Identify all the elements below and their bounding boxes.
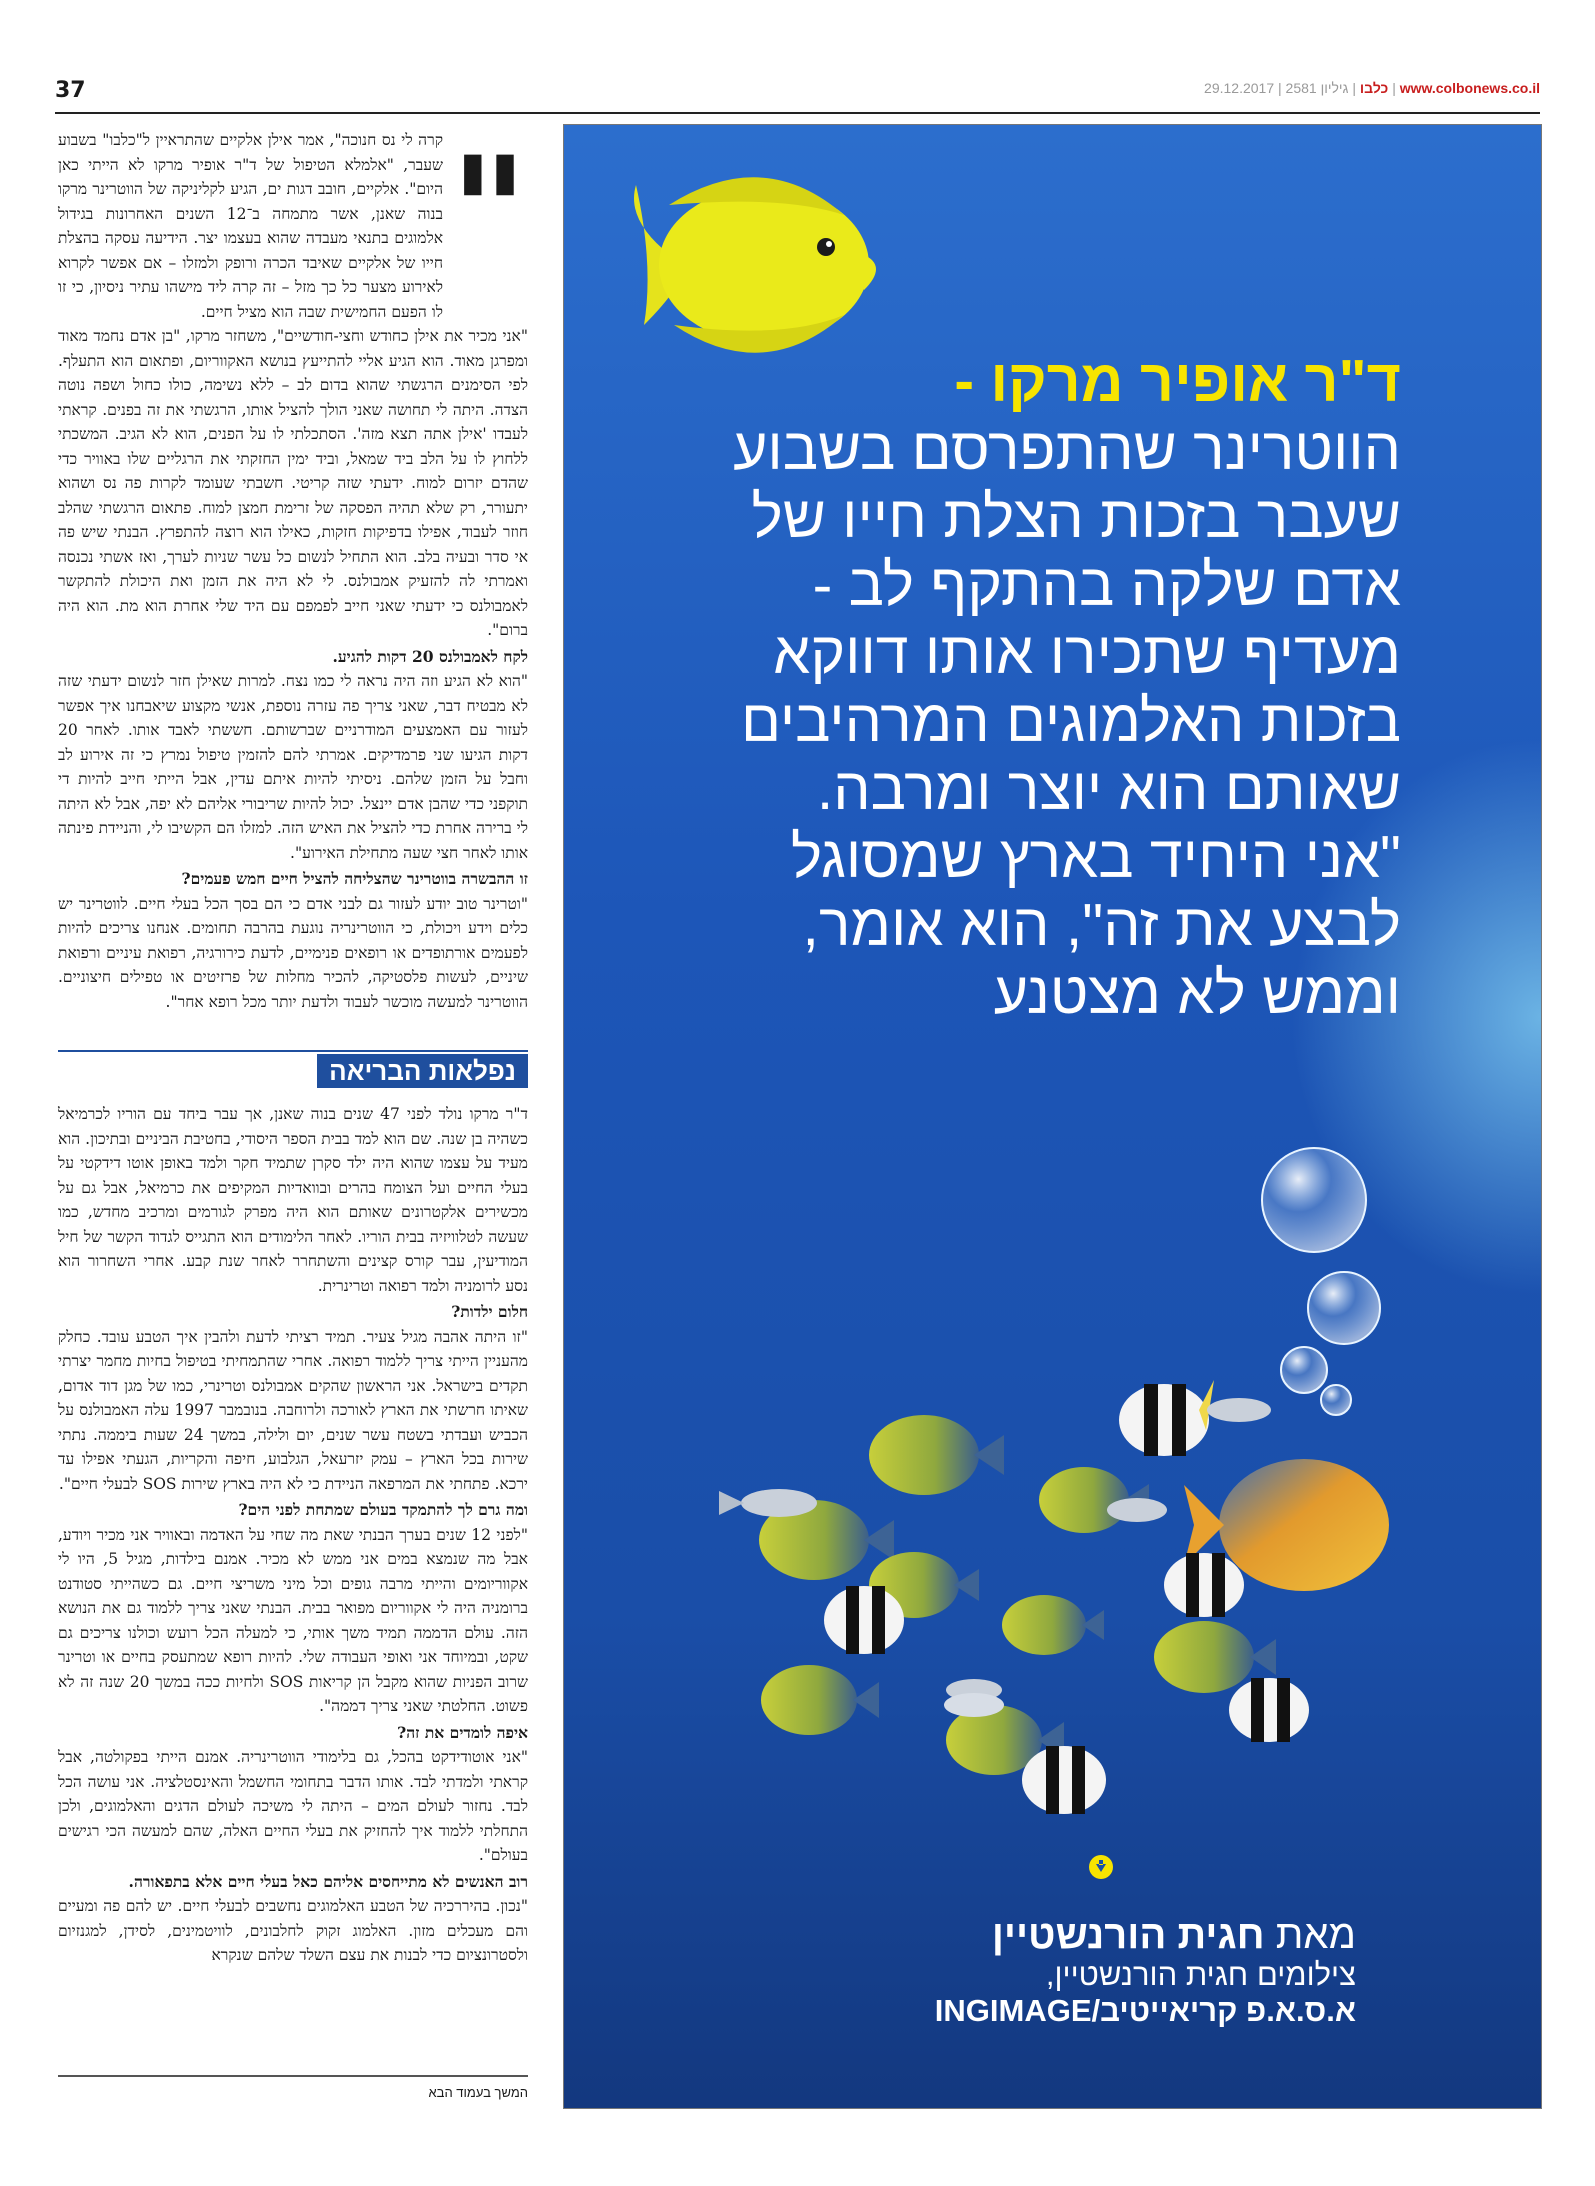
bubbles xyxy=(1262,1148,1380,1415)
interview-answer: "הוא לא הגיע וזה היה נראה לי כמו נצח. למרות שאילן חזר לנשום ידעתי שזה לא מבטיח דבר, שאני צריך פה עזרה נוספת, אנשי מקצוע שיאבחנו איך אפשר לעזור עם האמצעים המודרניים שברשותם. חששתי לאבד אותו. לאחר 20 דקות הגיעו שני פרמדיקים. אמרתי להם להזמין טיפול נמרץ כי זה אירוע לב וחבל על הזמן שלהם. ניסיתי להיות איתם עדין, אבל הייתי חייב להיות די תוקפני כדי שהבן אדם יינצל. יכול להיות שריבורי אליהם לא יפה, אבל לא היתה לי ברירה אחרת כדי להציל את האיש הזה. למזלו הם הקשיבו לי, והניידת פינתה אותו לאחר חצי שעה מתחילת האירוע". xyxy=(58,672,528,862)
byline xyxy=(935,1913,1356,2029)
yellow-tang-fish xyxy=(634,177,876,352)
byline-prefix: מאת xyxy=(1275,1913,1356,1957)
feature-panel xyxy=(563,124,1542,2109)
interview-answer: "וטרינר טוב יודע לעזור גם לבני אדם כי הם בסך הכל בעלי חיים. לווטרינר יש כלים וידע ויכולת, כי הווטרינריה נוגעת בהרבה תחומים. אנחנו צריכים להיות לפעמים אורתופדים או רופאים פנימיים, לדעת כירורגיה, רפואת עיניים ורפואת שיניים, לעשות פלסטיקה, להכיר מחלות של פרזיטים או טפילים חיצוניים. הווטרינר למעשה מוכשר לעבוד ולדעת יותר מכל רופא אחר". xyxy=(58,894,528,1011)
header-brand: כלבו xyxy=(1359,80,1389,96)
agency-credit: א.ס.א.פ קריאייטיב/INGIMAGE xyxy=(934,1993,1356,2028)
interview-question: זו ההבשרה בווטרינר שהצליחה להציל חיים חמש פעמים? xyxy=(181,869,528,888)
interview-question: רוב האנשים לא מתייחסים אליהם כאל בעלי חיים אלא בתפאורה. xyxy=(128,1871,528,1891)
feature-headline xyxy=(721,347,1401,1027)
header-website: www.colbonews.co.il xyxy=(1399,80,1540,96)
section-heading xyxy=(58,1050,528,1090)
header-date: 29.12.2017 xyxy=(1204,80,1275,96)
article-column xyxy=(58,128,528,2063)
interview-question: לקח לאמבולנס 20 דקות להגיע. xyxy=(332,646,528,666)
article-paragraph: "אני מכיר את אילן כחודש וחצי-חודשיים", משחזר מרקו, "בן אדם נחמד מאוד ומפרגן מאוד. הוא הגיע אליי להתייעץ בנושא האקווריום, ופתאום הוא התעלף. לפי הסימנים הרגשתי שהוא בדום לב – ללא נשימה, כולו כחול ושפה נוטה הצדה. היתה לי תחושה שאני הולך להציל אותו, הרגשתי את זה בפנים. קראתי לעבדו 'אילן אתה תצא מזה'. הסתכלתי לו על הפנים, הוא לא הגיב. המשכתי ללחוץ לו על הלב ביד שמאל, וביד ימין החזקתי את הרגליים שלו באוויר כדי שהדם יזרום למוח. ידעתי שזה קריטי. חשבתי שעומד לקרות פה נס ושהוא יתעורר, רק שלא תהיה הפסקה של זרימת חמצן למוח. פתאום הרגשתי שהלב חוזר לעבוד, אפילו בדפיקות חזקות, כאילו הוא רוצה להתפרץ. הבנתי שיש פה אי סדר ובעיה בלב. הוא התחיל לנשום כל עשר שניות לערך, ואז אשתי נכנסה ואמרתי לה להזעיק אמבולנס. לי לא היה את הזמן ואת היכולת להתקשר לאמבולנס כי ידעתי שאני חייב לפמפם עם היד שלי אחרת הוא מת. הוא היה ברום". xyxy=(58,327,528,639)
headline-highlight: ד"ר אופיר מרקו - xyxy=(954,348,1401,414)
article-paragraph: ד"ר מרקו נולד לפני 47 שנים בנוה שאנן, אך עבר ביחד עם הוריו לכרמיאל כשהיה בן שנה. שם הוא למד בבית הספר היסודי, בחטיבת הביניים ובתיכון. הוא מעיד על עצמו שהוא היה ילד סקרן שתמיד חקר ולמד באופן אוטו דידקטי על בעלי החיים ועל הצומח בהרים ובוואדיות המקיפים את כרמיאל, אבל גם על מכשירים אלקטרונים שאותם הוא היה מפרק לגורמים ומרכיב מחדש, כמו שעשה לטלוויזיה בבית הוריו. לאחר הלימודים הוא התגייס לגדוד הקשר של חיל המודיעין, עבר קורס קצינים והשתחרר לאחר שנת קבע. אחרי השחרור הוא נסע לרומניה ולמד רפואה וטרינרית. xyxy=(58,1105,529,1295)
fish-school xyxy=(719,1380,1389,1814)
interview-question: חלום ילדות? xyxy=(451,1302,528,1321)
interview-question: איפה לומדים את זה? xyxy=(397,1722,528,1742)
interview-answer: "נכון. בהיררכיה של הטבע האלמוגים נחשבים לבעלי חיים. יש להם פה ומעיים והם מעכלים מזון. האלמוג זקוק לחלבונים, לוויטמינים, לסידן, למגנזיום ולסטרונציום כדי לבנות את עצם השלד שלהם שנקרא xyxy=(58,1897,528,1964)
section-title: נפלאות הבריאה xyxy=(317,1054,528,1088)
headline-body: הווטרינר שהתפרסם בשבוע שעבר בזכות הצלת חייו של אדם שלקה בהתקף לב - מעדיף שתכירו אותו דווקא בזכות האלמוגים המרהיבים שאותם הוא יוצר ומרבה. "אני היחיד בארץ שמסוגל לבצע את זה", הוא אומר, וממש לא מצטנע xyxy=(733,416,1401,1026)
photo-credit: צילומים חגית הורנשטיין, xyxy=(1045,1957,1356,1992)
continued-note: המשך בעמוד הבא xyxy=(58,2075,528,2100)
byline-author: חגית הורנשטיין xyxy=(991,1913,1265,1957)
quote-mark: " xyxy=(449,126,528,300)
down-arrow-icon xyxy=(1089,1855,1113,1879)
page-header xyxy=(55,70,1540,114)
page-number: 37 xyxy=(55,78,86,103)
header-separator: | xyxy=(1352,80,1357,96)
interview-question: ומה גרם לך להתמקד בעולם שמתחת לפני הים? xyxy=(238,1500,528,1519)
interview-answer: "זו היתה אהבה מגיל צעיר. תמיד רציתי לדעת ולהבין איך הטבע עובד. כחלק מהעניין הייתי צריך ללמוד רפואה. אחרי שהתמחיתי בטיפול בחיות מחמר יצרתי תקדים בישראל. אני הראשון שהקים אמבולנס וטרינרי, כמו של מגן דוד אדום, שאיתו חרשתי את הארץ לאורכה ולרוחבה. בנובמבר 1997 עלה האמבולנס על הכביש ועבדתי בשטח עשר שנים, יום ולילה, במשך 24 שעות ביממה. נתתי שירות בכל הארץ – עמק יזרעאל, הגלבוע, חיפה והקריות, הגעתי אפילו עד ירכא. פתחתי את המרפאה הניידת כי לא היה בארץ שירות SOS לבעלי חיים". xyxy=(58,1327,528,1493)
article-intro: קרה לי נס חנוכה", אמר אילן אלקיים שהתראיין ל"כלבו" בשבוע שעבר, "אלמלא הטיפול של ד"ר אופיר מרקו לא הייתי כאן היום". אלקיים, חובב דגות ים, הגיע לקליניקה של הווטרינר מרקו בנוה שאנן, אשר מתמחה ב־12 השנים האחרונות בגידול אלמוגים בתנאי מעבדה שהוא בעצמו יצר. הידיעה עסקה בהצלת חייו של אלקיים שאיבד הכרה ורופק ולמזלו – אם אפשר לקרוא לאירוע מצער כל כך מזל – זה קרה ליד מישהו עתיר ניסיון, כי זו לו הפעם החמישית שבה הוא מציל חיים. xyxy=(58,131,443,321)
header-separator: | xyxy=(1278,80,1282,96)
header-separator: | xyxy=(1392,80,1396,96)
header-meta xyxy=(1204,80,1540,96)
interview-answer: "אני אוטודידקט בהכל, גם בלימודי הווטרינריה. אמנם הייתי בפקולטה, אבל קראתי ולמדתי לבד. אותו הדבר בתחומי החשמל והאינסטלציה. אני עושה הכל לבד. נחזור לעולם המים – היתה לי משיכה לעולם הדגים והאלמוגים, ולכן התחלתי ללמוד איך להחזיק את בעלי החיים האלה, שהם למעשה הכי רגישים בעולם". xyxy=(58,1748,528,1864)
interview-answer: "לפני 12 שנים בערך הבנתי שאת מה שחי על האדמה ובאוויר אני מכיר ויודע, אבל מה שנמצא במים אני ממש לא מכיר. אמנם בילדות, מגיל 5, היו לי אקווריומים והייתי מרבה גופים וכל מיני משריצי חיים. גם כשהייתי סטודנט ברומניה היה לי אקווריום מפואר בבית. הבנתי שאני צריך ללמוד גם את הנושא הזה. עולם הדממה תמיד משך אותי, כי למעלה הכל רועש וכולנו צריכים גם שקט, ובמיוחד אני ואופי העבודה שלי. להיות רופא שמתעסק בחיים או וטרינר שרוב הפניות שהוא מקבל הן קריאות SOS ולחיות ככה במשך 20 שנה זה לא פשוט. החלטתי שאני צריך דממה". xyxy=(58,1525,528,1715)
header-issue: גיליון 2581 xyxy=(1285,80,1349,96)
